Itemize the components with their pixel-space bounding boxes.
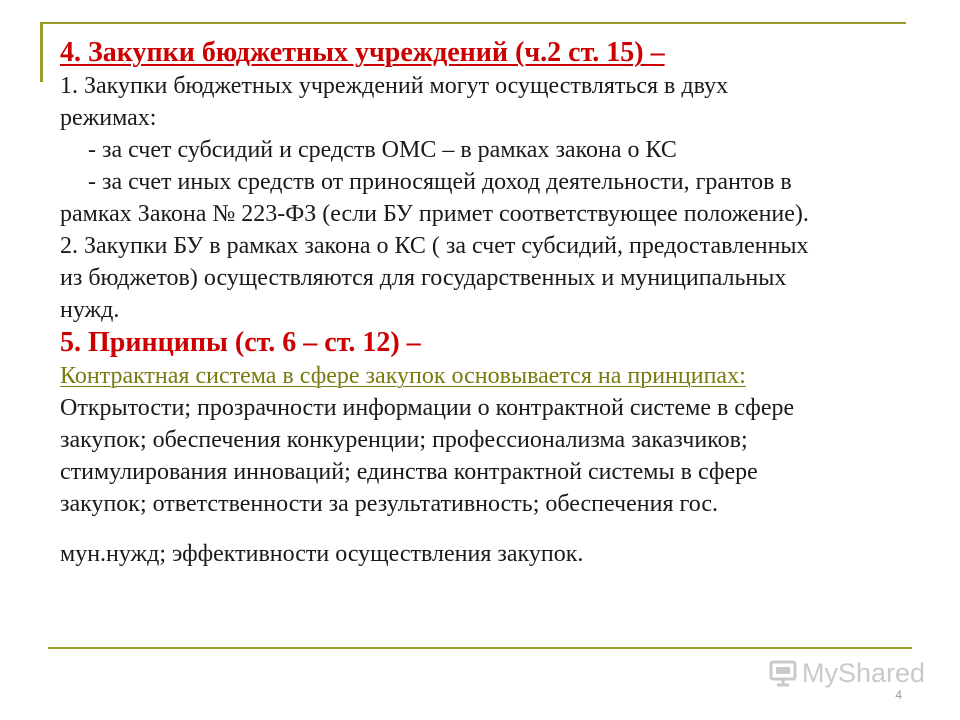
heading-section-5: 5. Принципы (ст. 6 – ст. 12) – bbox=[60, 327, 421, 358]
para2-line3: нужд. bbox=[60, 297, 120, 323]
page-number: 4 bbox=[895, 688, 902, 702]
decor-vertical-line bbox=[40, 22, 43, 82]
principles-line2: закупок; обеспечения конкуренции; профессионализма заказчиков; bbox=[60, 427, 748, 453]
para1-line2: режимах: bbox=[60, 105, 157, 131]
principles-line1: Открытости; прозрачности информации о контрактной системе в сфере bbox=[60, 395, 795, 421]
bullet-2-line1: - за счет иных средств от приносящей доход деятельности, грантов в bbox=[88, 169, 792, 195]
decor-top-line bbox=[40, 22, 906, 24]
watermark-text: MyShared bbox=[802, 657, 926, 688]
para2-line2: из бюджетов) осуществляются для государственных и муниципальных bbox=[60, 265, 787, 291]
bullet-1: - за счет субсидий и средств ОМС – в рамках закона о КС bbox=[88, 137, 677, 163]
presentation-board-icon bbox=[768, 658, 798, 688]
principles-line5: мун.нужд; эффективности осуществления закупок. bbox=[60, 541, 584, 567]
bullet-2-line2: рамках Закона № 223-ФЗ (если БУ примет соответствующее положение). bbox=[60, 201, 809, 227]
para2-line1: 2. Закупки БУ в рамках закона о КС ( за счет субсидий, предоставленных bbox=[60, 233, 809, 259]
watermark-logo bbox=[768, 656, 925, 690]
spacer bbox=[60, 520, 910, 538]
decor-bottom-line bbox=[48, 647, 912, 649]
principles-line4: закупок; ответственности за результативность; обеспечения гос. bbox=[60, 491, 718, 517]
principles-line3: стимулирования инноваций; единства контрактной системы в сфере bbox=[60, 459, 758, 485]
slide-content bbox=[60, 36, 910, 570]
para1-line1: 1. Закупки бюджетных учреждений могут осуществляться в двух bbox=[60, 73, 729, 99]
principles-intro: Контрактная система в сфере закупок основывается на принципах: bbox=[60, 363, 746, 389]
heading-section-4: 4. Закупки бюджетных учреждений (ч.2 ст. 15) – bbox=[60, 37, 665, 68]
